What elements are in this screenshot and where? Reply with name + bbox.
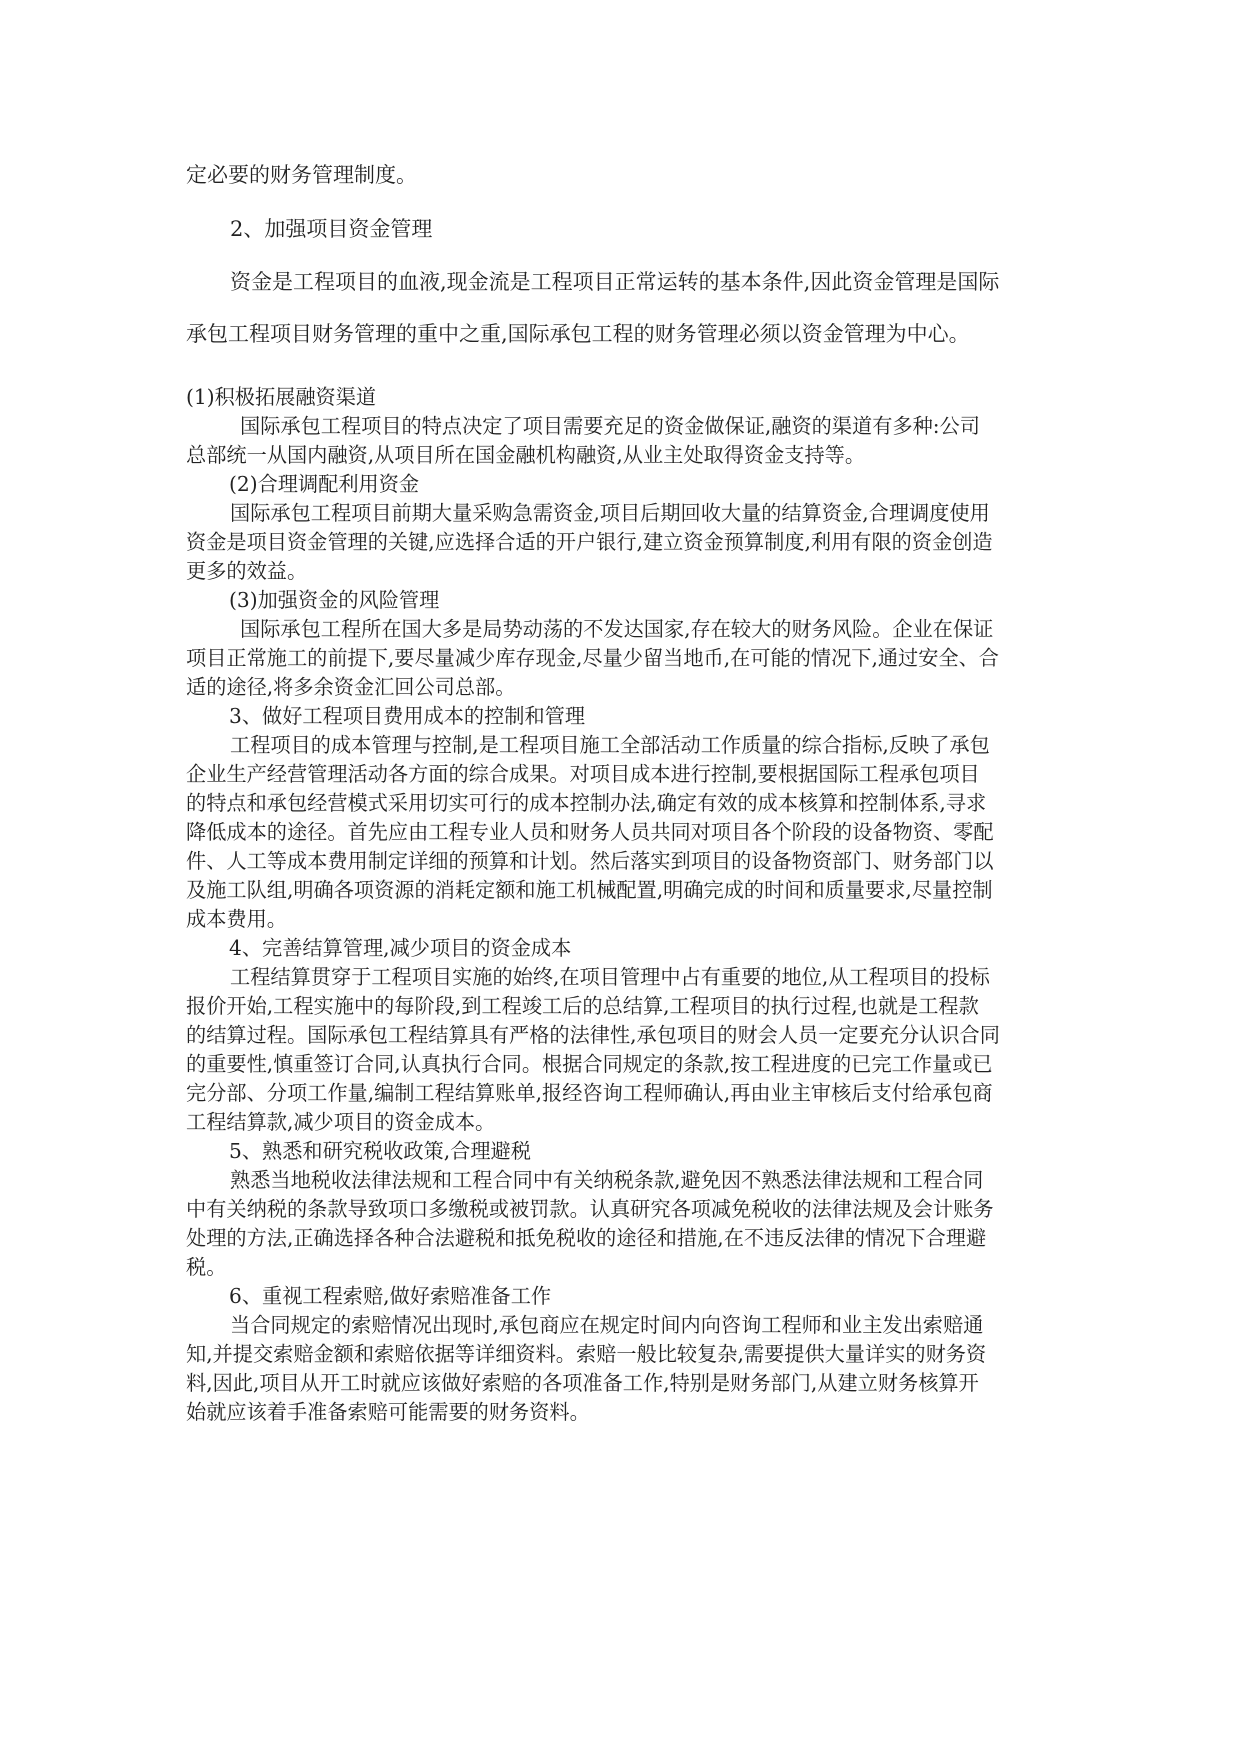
continuation-text: 定必要的财务管理制度。	[186, 163, 417, 187]
paragraph-line: 件、人工等成本费用制定详细的预算和计划。然后落实到项目的设备物资部门、财务部门以	[186, 849, 994, 873]
paragraph-line: 料,因此,项目从开工时就应该做好索赔的各项准备工作,特别是财务部门,从建立财务核算开	[186, 1371, 979, 1395]
subsection-heading: (2)合理调配利用资金	[229, 472, 420, 496]
paragraph-line: 税。	[186, 1255, 227, 1279]
paragraph-line: 承包工程项目财务管理的重中之重,国际承包工程的财务管理必须以资金管理为中心。	[186, 322, 970, 346]
section-heading: 4、完善结算管理,减少项目的资金成本	[229, 936, 572, 960]
paragraph-line: 成本费用。	[186, 907, 287, 931]
paragraph-line: 的结算过程。国际承包工程结算具有严格的法律性,承包项目的财会人员一定要充分认识合同	[186, 1023, 1000, 1047]
paragraph-line: 更多的效益。	[186, 559, 308, 583]
paragraph-line: 当合同规定的索赔情况出现时,承包商应在规定时间内向咨询工程师和业主发出索赔通	[230, 1313, 984, 1337]
paragraph-line: 工程结算款,减少项目的资金成本。	[186, 1110, 496, 1134]
paragraph-line: 项目正常施工的前提下,要尽量减少库存现金,尽量少留当地币,在可能的情况下,通过安全、合	[186, 646, 999, 670]
paragraph-line: 资金是工程项目的血液,现金流是工程项目正常运转的基本条件,因此资金管理是国际	[230, 270, 1000, 294]
paragraph-line: 始就应该着手准备索赔可能需要的财务资料。	[186, 1400, 590, 1424]
paragraph-line: 完分部、分项工作量,编制工程结算账单,报经咨询工程师确认,再由业主审核后支付给承包商	[186, 1081, 993, 1105]
subsection-heading: (1)积极拓展融资渠道	[186, 385, 377, 409]
paragraph-line: 的重要性,慎重签订合同,认真执行合同。根据合同规定的条款,按工程进度的已完工作量或已	[186, 1052, 993, 1076]
section-heading: 5、熟悉和研究税收政策,合理避税	[229, 1139, 531, 1163]
paragraph-line: 熟悉当地税收法律法规和工程合同中有关纳税条款,避免因不熟悉法律法规和工程合同	[230, 1168, 984, 1192]
paragraph-line: 及施工队组,明确各项资源的消耗定额和施工机械配置,明确完成的时间和质量要求,尽量控制	[186, 878, 993, 902]
section-heading-2: 2、加强项目资金管理	[230, 217, 433, 241]
paragraph-line: 知,并提交索赔金额和索赔依据等详细资料。索赔一般比较复杂,需要提供大量详实的财务资	[186, 1342, 987, 1366]
paragraph-line: 资金是项目资金管理的关键,应选择合适的开户银行,建立资金预算制度,利用有限的资金创造	[186, 530, 993, 554]
paragraph-line: 国际承包工程所在国大多是局势动荡的不发达国家,存在较大的财务风险。企业在保证	[240, 617, 994, 641]
paragraph-line: 处理的方法,正确选择各种合法避税和抵免税收的途径和措施,在不违反法律的情况下合理避	[186, 1226, 987, 1250]
paragraph-line: 国际承包工程项目前期大量采购急需资金,项目后期回收大量的结算资金,合理调度使用	[230, 501, 990, 525]
paragraph-line: 工程项目的成本管理与控制,是工程项目施工全部活动工作质量的综合指标,反映了承包	[230, 733, 990, 757]
section-heading: 3、做好工程项目费用成本的控制和管理	[229, 704, 586, 728]
paragraph-line: 的特点和承包经营模式采用切实可行的成本控制办法,确定有效的成本核算和控制体系,寻求	[186, 791, 987, 815]
paragraph-line: 国际承包工程项目的特点决定了项目需要充足的资金做保证,融资的渠道有多种:公司	[240, 414, 980, 438]
paragraph-line: 降低成本的途径。首先应由工程专业人员和财务人员共同对项目各个阶段的设备物资、零配	[186, 820, 994, 844]
paragraph-line: 工程结算贯穿于工程项目实施的始终,在项目管理中占有重要的地位,从工程项目的投标	[230, 965, 990, 989]
paragraph-line: 报价开始,工程实施中的每阶段,到工程竣工后的总结算,工程项目的执行过程,也就是工程款	[186, 994, 979, 1018]
paragraph-line: 总部统一从国内融资,从项目所在国金融机构融资,从业主处取得资金支持等。	[186, 443, 866, 467]
paragraph-line: 适的途径,将多余资金汇回公司总部。	[186, 675, 516, 699]
paragraph-line: 企业生产经营管理活动各方面的综合成果。对项目成本进行控制,要根据国际工程承包项目	[186, 762, 980, 786]
paragraph-line: 中有关纳税的条款导致项口多缴税或被罚款。认真研究各项减免税收的法律法规及会计账务	[186, 1197, 994, 1221]
section-heading: 6、重视工程索赔,做好索赔准备工作	[229, 1284, 552, 1308]
subsection-heading: (3)加强资金的风险管理	[229, 588, 440, 612]
